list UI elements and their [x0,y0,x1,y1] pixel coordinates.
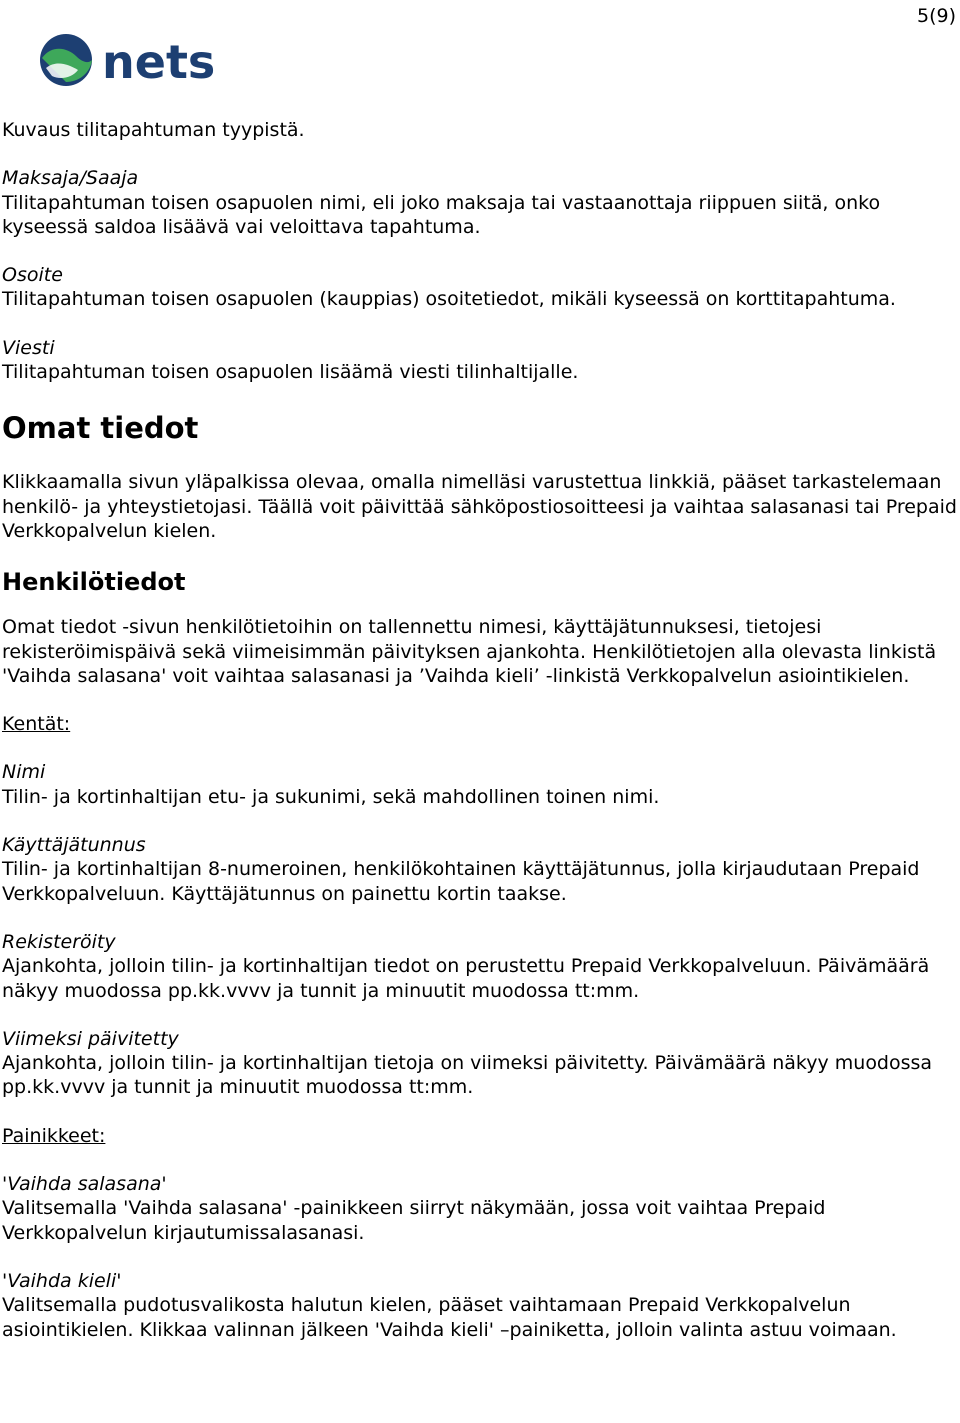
button-term: 'Vaihda salasana' [2,1173,167,1196]
field-desc: Tilitapahtuman toisen osapuolen lisäämä viesti tilinhaltijalle. [2,361,579,384]
logo-wordmark: nets [102,35,216,89]
heading-omat-tiedot: Omat tiedot [2,411,199,446]
henkilotiedot-text: Omat tiedot -sivun henkilötietoihin on tallennettu nimesi, käyttäjätunnuksesi, tietojesi rekisteröimispäivä sekä viimeisimmän päivityksen ajankohta. Henkilötietojen alla olevasta linkistä 'Vaihda salasana' voit vaihtaa salasanasi ja ’Vaihda kieli’ -linkistä Verkkopalvelun asiointikielen. [2,616,937,687]
heading-henkilotiedot: Henkilötiedot [2,568,186,597]
nets-logo [38,30,238,90]
field-desc: Tilitapahtuman toisen osapuolen (kauppias) osoitetiedot, mikäli kyseessä on korttitapahtuma. [2,288,896,311]
field-maksaja-saaja [2,166,957,239]
button-vaihda-salasana [2,1172,957,1245]
buttons-label: Painikkeet: [2,1124,106,1147]
button-desc: Valitsemalla 'Vaihda salasana' -painikkeen siirryt näkymään, jossa voit vaihtaa Prepaid Verkkopalvelun kirjautumissalasanasi. [2,1197,826,1244]
field-desc: Tilin- ja kortinhaltijan etu- ja sukunimi, sekä mahdollinen toinen nimi. [2,785,660,808]
field-term: Viesti [2,336,55,359]
field-term: Rekisteröity [2,930,116,953]
field-term: Käyttäjätunnus [2,834,146,857]
field-viesti [2,336,957,385]
nets-logo-swirl-icon [40,34,92,86]
field-desc: Tilitapahtuman toisen osapuolen nimi, eli joko maksaja tai vastaanottaja riippuen siitä, onko kyseessä saldoa lisäävä vai veloittava tapahtuma. [2,191,881,238]
field-desc: Ajankohta, jolloin tilin- ja kortinhaltijan tietoja on viimeksi päivitetty. Päivämäärä näkyy muodossa pp.kk.vvvv ja tunnit ja minuutit muodossa tt:mm. [2,1052,933,1099]
field-kayttajatunnus [2,833,957,906]
button-vaihda-kieli [2,1269,957,1342]
page-number: 5(9) [916,5,956,27]
button-desc: Valitsemalla pudotusvalikosta halutun kielen, pääset vaihtamaan Prepaid Verkkopalvelun asiointikielen. Klikkaa valinnan jälkeen 'Vaihda kieli' –painiketta, jolloin valinta astuu voimaan. [2,1294,897,1341]
field-nimi [2,760,957,809]
field-term: Nimi [2,761,46,784]
intro-text: Kuvaus tilitapahtuman tyypistä. [2,119,305,141]
field-desc: Ajankohta, jolloin tilin- ja kortinhaltijan tiedot on perustettu Prepaid Verkkopalveluun. Päivämäärä näkyy muodossa pp.kk.vvvv ja tunnit ja minuutit muodossa tt:mm. [2,955,930,1002]
field-rekisteroity [2,930,957,1003]
field-desc: Tilin- ja kortinhaltijan 8-numeroinen, henkilökohtainen käyttäjätunnus, jolla kirjaudutaan Prepaid Verkkopalveluun. Käyttäjätunnus on painettu kortin taakse. [2,858,920,905]
field-term: Maksaja/Saaja [2,167,139,190]
field-term: Osoite [2,264,63,287]
omat-tiedot-text: Klikkaamalla sivun yläpalkissa olevaa, omalla nimelläsi varustettua linkkiä, pääset tarkastelemaan henkilö- ja yhteystietojasi. Täällä voit päivittää sähköpostiosoitteesi ja vaihtaa salasanasi tai Prepaid Verkkopalvelun kielen. [2,471,957,542]
field-viimeksi-paivitetty [2,1027,957,1100]
document-body [2,118,957,1342]
field-term: Viimeksi päivitetty [2,1027,179,1050]
field-osoite [2,263,957,312]
button-term: 'Vaihda kieli' [2,1269,122,1292]
fields-label: Kentät: [2,713,71,736]
